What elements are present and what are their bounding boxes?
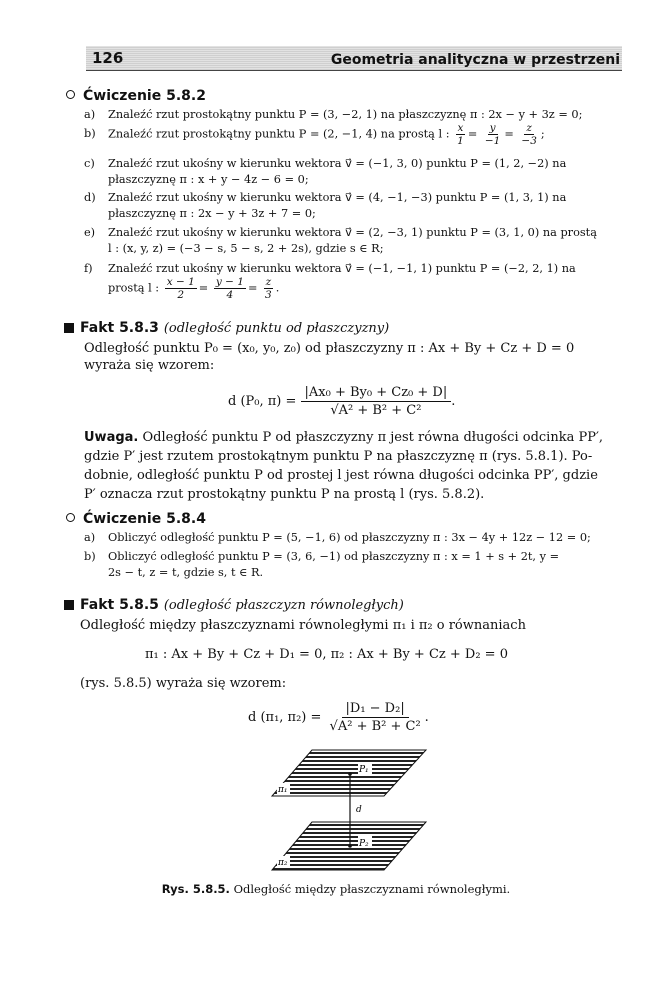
fact-title: Fakt 5.8.5 bbox=[80, 597, 159, 613]
item-label: d) bbox=[84, 191, 96, 204]
caption-label: Rys. 5.8.5. bbox=[161, 882, 230, 896]
square-bullet-icon bbox=[64, 600, 74, 610]
formula-lhs: d (π₁, π₂) = bbox=[248, 710, 322, 725]
remark-line1 bbox=[84, 430, 603, 445]
point-p2 bbox=[348, 844, 352, 848]
square-bullet-icon bbox=[64, 323, 74, 333]
running-title: Geometria analityczna w przestrzeni bbox=[330, 52, 620, 68]
item-label: b) bbox=[84, 550, 96, 563]
remark-line4: P′ oznacza rzut prostokątny punktu P na prostą l (rys. 5.8.2). bbox=[84, 487, 485, 502]
exercise-item-a: Obliczyć odległość punktu P = (5, −1, 6) od płaszczyzny π : 3x − 4y + 12z − 12 = 0; bbox=[108, 531, 591, 544]
fraction-denominator: 2 bbox=[177, 289, 185, 301]
circle-bullet-icon bbox=[66, 513, 75, 522]
item-text: Znaleźć rzut prostokątny punktu P = (2, −1, 4) na prostą l : bbox=[108, 127, 450, 141]
fact-text-line1: Odległość punktu P₀ = (x₀, y₀, z₀) od płaszczyzny π : Ax + By + Cz + D = 0 bbox=[84, 341, 575, 356]
fraction-numerator: z bbox=[526, 122, 532, 134]
fraction-denominator: −3 bbox=[521, 135, 537, 147]
exercise-item-e-line2: l : (x, y, z) = (−3 − s, 5 − s, 2 + 2s), gdzie s ∈ R; bbox=[108, 242, 384, 255]
formula-denominator: √A² + B² + C² bbox=[329, 719, 421, 734]
fact-text-line2: wyraża się wzorem: bbox=[84, 358, 215, 373]
label-d: d bbox=[356, 805, 362, 815]
fraction-numerator: x bbox=[457, 122, 464, 134]
page-number: 126 bbox=[92, 49, 124, 67]
fraction-numerator: y − 1 bbox=[215, 276, 244, 288]
exercise-item-e-line1: Znaleźć rzut ukośny w kierunku wektora v⃗ = (2, −3, 1) punktu P = (3, 1, 0) na prostą bbox=[108, 226, 597, 239]
exercise-title: Ćwiczenie 5.8.2 bbox=[83, 88, 206, 104]
exercise-item-f-line2: prostą l : $\frac{x - 1}{2}$ = $\frac{y - 1}{4}$ = $\frac{z}{3}$ . bbox=[108, 276, 280, 301]
fact-subtitle: (odległość płaszczyzn równoległych) bbox=[163, 598, 404, 613]
exercise-item-c-line1: Znaleźć rzut ukośny w kierunku wektora v⃗ = (−1, 3, 0) punktu P = (1, 2, −2) na bbox=[108, 157, 567, 170]
fraction-numerator: z bbox=[265, 276, 272, 288]
exercise-item-d-line1: Znaleźć rzut ukośny w kierunku wektora v⃗ = (4, −1, −3) punktu P = (1, 3, 1) na bbox=[108, 191, 567, 204]
circle-bullet-icon bbox=[66, 90, 75, 99]
exercise-item-a: Znaleźć rzut prostokątny punktu P = (3, −2, 1) na płaszczyznę π : 2x − y + 3z = 0; bbox=[108, 108, 583, 121]
exercise-5-8-4-heading bbox=[66, 511, 206, 527]
exercise-title: Ćwiczenie 5.8.4 bbox=[83, 511, 206, 527]
distance-formula-point-plane: d (P₀, π) = $\frac{\text{|Ax₀ + By₀ + Cz₀ + D|}}{\text{√A² + B² + C²}}$ . bbox=[228, 385, 456, 418]
label-p2: P₂ bbox=[359, 839, 369, 849]
exercise-item-c-line2: płaszczyznę π : x + y − 4z − 6 = 0; bbox=[108, 173, 309, 186]
exercise-item-b-line2: 2s − t, z = t, gdzie s, t ∈ R. bbox=[108, 566, 264, 579]
remark-label: Uwaga. bbox=[84, 430, 139, 445]
formula-numerator: |Ax₀ + By₀ + Cz₀ + D| bbox=[301, 384, 452, 402]
distance-formula-planes: d (π₁, π₂) = $\frac{\text{|D₁ − D₂|}}{\text{√A² + B² + C²}}$ . bbox=[248, 701, 429, 734]
item-label: a) bbox=[84, 531, 96, 544]
exercise-item-b: Znaleźć rzut prostokątny punktu P = (2, −1, 4) na prostą l : $\frac{x}{1}$ = $\frac{y}{-1}$ = $\frac{z}{-3}$ ; bbox=[108, 122, 545, 147]
exercise-item-f-line1: Znaleźć rzut ukośny w kierunku wektora v⃗ = (−1, −1, 1) punktu P = (−2, 2, 1) na bbox=[108, 262, 576, 275]
item-label: f) bbox=[84, 262, 93, 275]
fact-text-line1: Odległość między płaszczyznami równoległymi π₁ i π₂ o równaniach bbox=[80, 618, 526, 633]
label-pi2: π₂ bbox=[278, 858, 288, 868]
formula-lhs: d (P₀, π) = bbox=[228, 394, 297, 409]
exercise-5-8-2-heading bbox=[66, 88, 206, 104]
fraction-denominator: −1 bbox=[484, 135, 501, 147]
fraction-numerator: y bbox=[489, 122, 496, 134]
fact-5-8-5-heading bbox=[64, 597, 404, 613]
formula-numerator: |D₁ − D₂| bbox=[342, 700, 409, 718]
fact-text-line2: (rys. 5.8.5) wyraża się wzorem: bbox=[80, 676, 287, 691]
parallel-planes-figure bbox=[270, 748, 430, 874]
remark-text: Odległość punktu P od płaszczyzny π jest równa długości odcinka PP′, bbox=[142, 430, 604, 445]
exercise-item-d-line2: płaszczyznę π : 2x − y + 3z + 7 = 0; bbox=[108, 207, 316, 220]
item-label: c) bbox=[84, 157, 95, 170]
remark-line3: dobnie, odległość punktu P od prostej l jest równa długości odcinka PP′, gdzie bbox=[84, 468, 598, 483]
fraction-denominator: 4 bbox=[226, 289, 234, 301]
figure-caption bbox=[0, 882, 672, 896]
point-p1 bbox=[348, 772, 352, 776]
fraction-denominator: 1 bbox=[457, 135, 464, 147]
formula-denominator: √A² + B² + C² bbox=[330, 403, 422, 418]
fraction-numerator: x − 1 bbox=[166, 276, 195, 288]
plane-equations: π₁ : Ax + By + Cz + D₁ = 0, π₂ : Ax + By + Cz + D₂ = 0 bbox=[145, 647, 508, 662]
item-label: b) bbox=[84, 127, 96, 140]
caption-text: Odległość między płaszczyznami równoległymi. bbox=[233, 882, 511, 896]
item-label: a) bbox=[84, 108, 96, 121]
remark-line2: gdzie P′ jest rzutem prostokątnym punktu P na płaszczyznę π (rys. 5.8.1). Po- bbox=[84, 449, 593, 464]
fact-title: Fakt 5.8.3 bbox=[80, 320, 159, 336]
fact-subtitle: (odległość punktu od płaszczyzny) bbox=[163, 321, 390, 336]
fact-5-8-3-heading bbox=[64, 320, 389, 336]
label-pi1: π₁ bbox=[278, 785, 288, 795]
item-text: prostą l : bbox=[108, 281, 160, 295]
fraction-denominator: 3 bbox=[265, 289, 272, 301]
item-label: e) bbox=[84, 226, 96, 239]
exercise-item-b-line1: Obliczyć odległość punktu P = (3, 6, −1) od płaszczyzny π : x = 1 + s + 2t, y = bbox=[108, 550, 560, 563]
label-p1: P₁ bbox=[359, 765, 369, 775]
